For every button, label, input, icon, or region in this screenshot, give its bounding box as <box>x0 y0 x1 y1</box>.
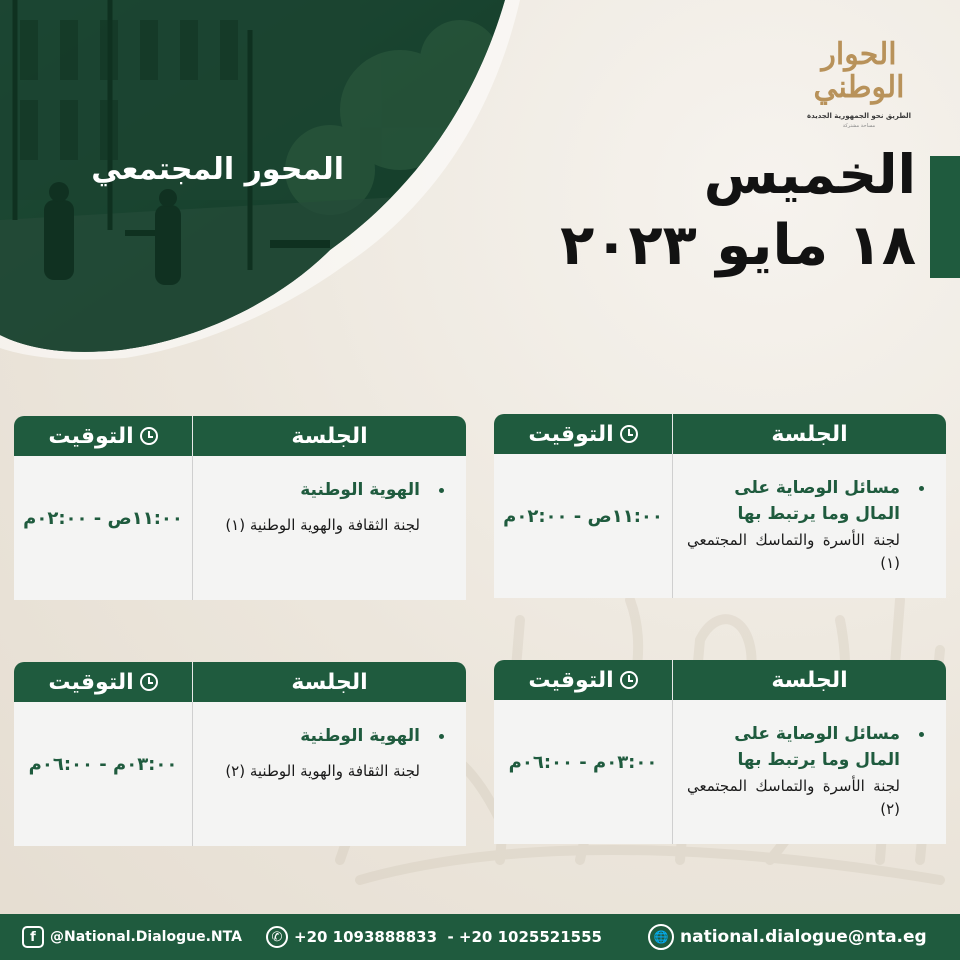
card-body <box>14 456 466 600</box>
clock-icon <box>140 427 158 445</box>
session-header: الجلسة <box>291 669 368 695</box>
card-header <box>14 662 466 702</box>
session-time: ١١:٠٠ص - ٠٢:٠٠م <box>14 456 193 600</box>
session-committee: لجنة الثقافة والهوية الوطنية (١) <box>225 515 420 534</box>
facebook-icon: f <box>22 926 44 948</box>
session-time: ١١:٠٠ص - ٠٢:٠٠م <box>494 454 673 598</box>
session-info <box>193 702 466 846</box>
facebook-link[interactable] <box>22 914 242 960</box>
logo-wordmark: الحوار الوطني <box>813 37 905 105</box>
session-card-2 <box>14 416 466 602</box>
session-topic: الهوية الوطنية <box>207 478 446 504</box>
time-header-label: التوقيت <box>48 423 134 449</box>
time-header <box>494 660 673 700</box>
facebook-handle[interactable]: @National.Dialogue.NTA <box>50 929 242 945</box>
footer <box>0 914 960 960</box>
logo-tagline: الطريق نحو الجمهورية الجديدة <box>806 112 912 120</box>
session-card-4 <box>14 662 466 848</box>
session-card-1 <box>494 414 946 600</box>
phone-contacts[interactable] <box>266 914 602 960</box>
clock-icon <box>140 673 158 691</box>
date-full: ١٨ مايو ٢٠٢٣ <box>560 213 916 278</box>
session-topic: مسائل الوصاية على المال وما يرتبط بها <box>687 722 926 773</box>
session-header: الجلسة <box>291 423 368 449</box>
session-card-3 <box>494 660 946 846</box>
phone-numbers[interactable]: +20 1093888833 - +20 1025521555 <box>294 928 602 946</box>
session-committee: لجنة الثقافة والهوية الوطنية (٢) <box>225 761 420 780</box>
session-header: الجلسة <box>771 667 848 693</box>
session-time: ٠٣:٠٠م - ٠٦:٠٠م <box>494 700 673 844</box>
card-header <box>14 416 466 456</box>
session-time: ٠٣:٠٠م - ٠٦:٠٠م <box>14 702 193 846</box>
session-info <box>673 700 946 844</box>
clock-icon <box>620 671 638 689</box>
session-info <box>673 454 946 598</box>
national-dialogue-logo <box>794 38 924 130</box>
card-body <box>494 700 946 844</box>
card-body <box>494 454 946 598</box>
card-body <box>14 702 466 846</box>
time-header <box>494 414 673 454</box>
date-accent-bar <box>930 156 960 278</box>
axis-title: المحور المجتمعي <box>91 152 344 187</box>
session-topic: مسائل الوصاية على المال وما يرتبط بها <box>687 476 926 527</box>
session-committee: لجنة الأسرة والتماسك المجتمعي (٢) <box>687 777 900 818</box>
clock-icon <box>620 425 638 443</box>
whatsapp-icon: ✆ <box>266 926 288 948</box>
session-info <box>193 456 466 600</box>
session-topic: الهوية الوطنية <box>207 724 446 750</box>
time-header-label: التوقيت <box>48 669 134 695</box>
time-header-label: التوقيت <box>528 421 614 447</box>
time-header <box>14 662 193 702</box>
session-header: الجلسة <box>771 421 848 447</box>
card-header <box>494 414 946 454</box>
date-day: الخميس <box>703 143 916 206</box>
email-link[interactable] <box>648 914 927 960</box>
session-committee: لجنة الأسرة والتماسك المجتمعي (١) <box>687 531 900 572</box>
card-header <box>494 660 946 700</box>
time-header-label: التوقيت <box>528 667 614 693</box>
email-address[interactable]: national.dialogue@nta.eg <box>680 927 927 947</box>
time-header <box>14 416 193 456</box>
globe-icon: 🌐 <box>648 924 674 950</box>
logo-tagline-secondary: مساحة مشتركة <box>842 123 876 129</box>
